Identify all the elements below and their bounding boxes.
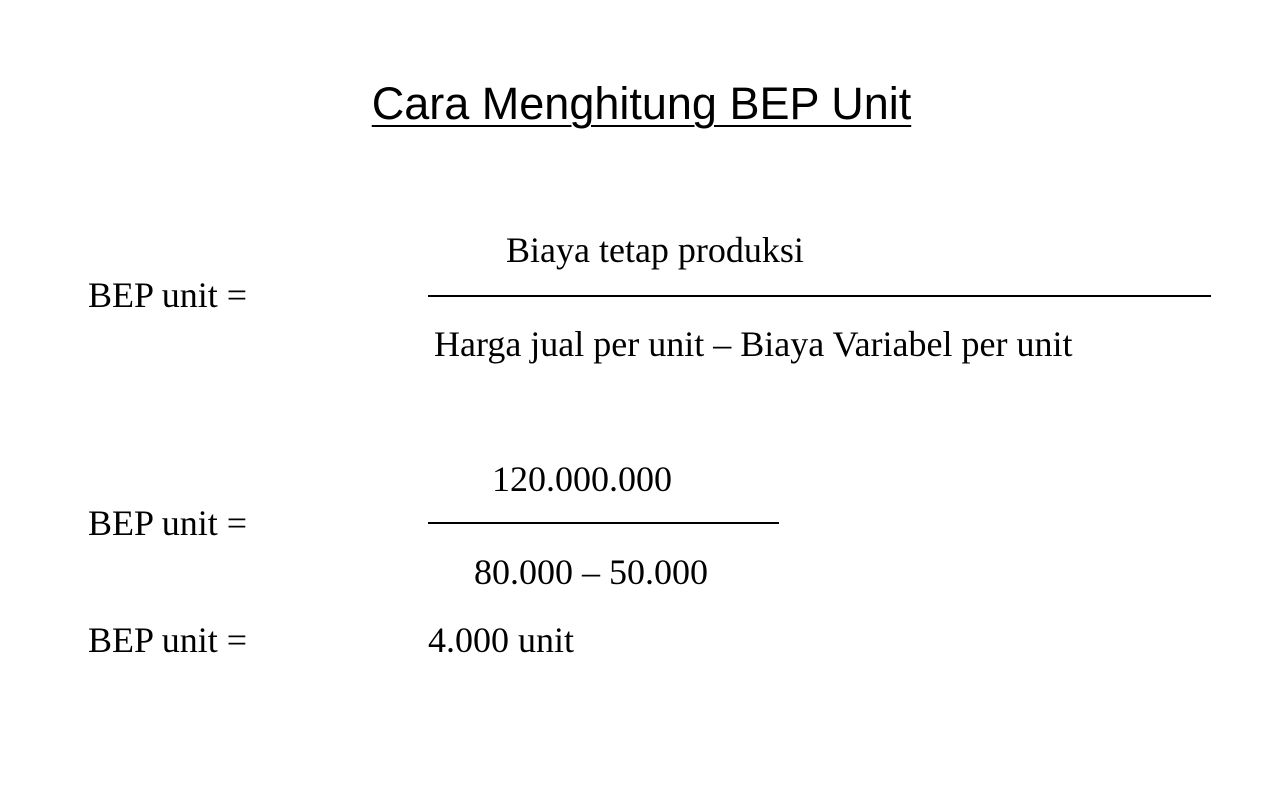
substitution-fraction-bar [428,522,779,524]
page-title: Cara Menghitung BEP Unit [371,78,912,129]
result-value: 4.000 unit [428,620,575,660]
result-lhs: BEP unit = [88,620,247,660]
substitution-numerator: 120.000.000 [492,459,672,499]
formula-numerator: Biaya tetap produksi [506,230,804,270]
formula-denominator: Harga jual per unit – Biaya Variabel per unit [434,324,1073,364]
substitution-denominator: 80.000 – 50.000 [474,552,708,592]
formula-fraction-bar [428,295,1211,297]
substitution-lhs: BEP unit = [88,503,247,543]
formula-lhs: BEP unit = [88,275,247,315]
